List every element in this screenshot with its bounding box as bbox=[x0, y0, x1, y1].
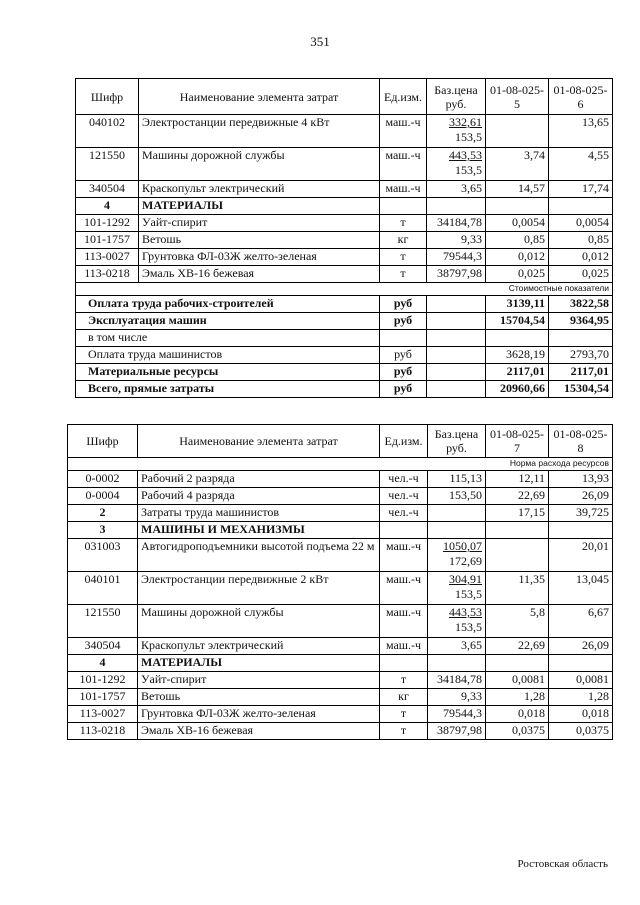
table-row: 121550 Машины дорожной службы маш.-ч 443,53 153,5 5,8 6,67 bbox=[68, 605, 613, 638]
cost-table-2 bbox=[67, 424, 613, 740]
table-header bbox=[68, 425, 613, 458]
header-col-1: 01-08-025-7 bbox=[486, 425, 549, 458]
table-row: 101-1292 Уайт-спирит т 34184,78 0,0054 0,0054 bbox=[76, 215, 613, 232]
table-row: 0-0002 Рабочий 2 разряда чел.-ч 115,13 12,11 13,93 bbox=[68, 471, 613, 488]
table-row: 2 Затраты труда машинистов чел.-ч 17,15 39,725 bbox=[68, 505, 613, 522]
subheader-cost-indicators: Стоимостные показатели bbox=[76, 283, 613, 296]
subheader-resource-norm: Норма расхода ресурсов bbox=[68, 458, 613, 471]
header-price: Баз.цена руб. bbox=[428, 425, 486, 458]
header-col-2: 01-08-025-8 bbox=[549, 425, 613, 458]
subheader-row bbox=[68, 458, 613, 471]
table-row: 040101 Электростанции передвижные 2 кВт маш.-ч 304,91 153,5 11,35 13,045 bbox=[68, 572, 613, 605]
table-row: 031003 Автогидроподъемники высотой подъема 22 м маш.-ч 1050,07 172,69 20,01 bbox=[68, 539, 613, 572]
header-col-2: 01-08-025-6 bbox=[549, 79, 613, 115]
header-name: Наименование элемента затрат bbox=[138, 425, 380, 458]
summary-row: Оплата труда машинистов руб 3628,19 2793,70 bbox=[76, 347, 613, 364]
subheader-row bbox=[76, 283, 613, 296]
summary-row: Материальные ресурсы руб 2117,01 2117,01 bbox=[76, 364, 613, 381]
table-row: 113-0218 Эмаль ХВ-16 бежевая т 38797,98 0,0375 0,0375 bbox=[68, 723, 613, 740]
footer-region: Ростовская область bbox=[517, 858, 608, 870]
page-number: 351 bbox=[310, 34, 330, 49]
table-row: 113-0027 Грунтовка ФЛ-03Ж желто-зеленая т 79544,3 0,012 0,012 bbox=[76, 249, 613, 266]
table-row: 0-0004 Рабочий 4 разряда чел.-ч 153,50 22,69 26,09 bbox=[68, 488, 613, 505]
header-code: Шифр bbox=[68, 425, 138, 458]
summary-row: Оплата труда рабочих-строителей руб 3139,11 3822,58 bbox=[76, 296, 613, 313]
table-row: 113-0218 Эмаль ХВ-16 бежевая т 38797,98 0,025 0,025 bbox=[76, 266, 613, 283]
summary-row-total: Всего, прямые затраты руб 20960,66 15304,54 bbox=[76, 381, 613, 398]
header-name: Наименование элемента затрат bbox=[139, 79, 380, 115]
table-row: 340504 Краскопульт электрический маш.-ч 3,65 22,69 26,09 bbox=[68, 638, 613, 655]
section-row: 3 МАШИНЫ И МЕХАНИЗМЫ bbox=[68, 522, 613, 539]
header-unit: Ед.изм. bbox=[380, 79, 427, 115]
table-row: 340504 Краскопульт электрический маш.-ч 3,65 14,57 17,74 bbox=[76, 181, 613, 198]
table-header bbox=[76, 79, 613, 115]
header-code: Шифр bbox=[76, 79, 139, 115]
table-row: 101-1757 Ветошь кг 9,33 1,28 1,28 bbox=[68, 689, 613, 706]
table-row: 101-1757 Ветошь кг 9,33 0,85 0,85 bbox=[76, 232, 613, 249]
summary-row: в том числе bbox=[76, 330, 613, 347]
table-row: 121550 Машины дорожной службы маш.-ч 443,53 153,5 3,74 4,55 bbox=[76, 148, 613, 181]
section-row: 4 МАТЕРИАЛЫ bbox=[76, 198, 613, 215]
cost-table-1 bbox=[75, 78, 613, 398]
table-row: 040102 Электростанции передвижные 4 кВт маш.-ч 332,61 153,5 13,65 bbox=[76, 115, 613, 148]
table-row: 113-0027 Грунтовка ФЛ-03Ж желто-зеленая т 79544,3 0,018 0,018 bbox=[68, 706, 613, 723]
header-col-1: 01-08-025-5 bbox=[486, 79, 549, 115]
header-price: Баз.цена руб. bbox=[427, 79, 486, 115]
header-unit: Ед.изм. bbox=[380, 425, 428, 458]
table-row: 101-1292 Уайт-спирит т 34184,78 0,0081 0,0081 bbox=[68, 672, 613, 689]
summary-row: Эксплуатация машин руб 15704,54 9364,95 bbox=[76, 313, 613, 330]
section-row: 4 МАТЕРИАЛЫ bbox=[68, 655, 613, 672]
